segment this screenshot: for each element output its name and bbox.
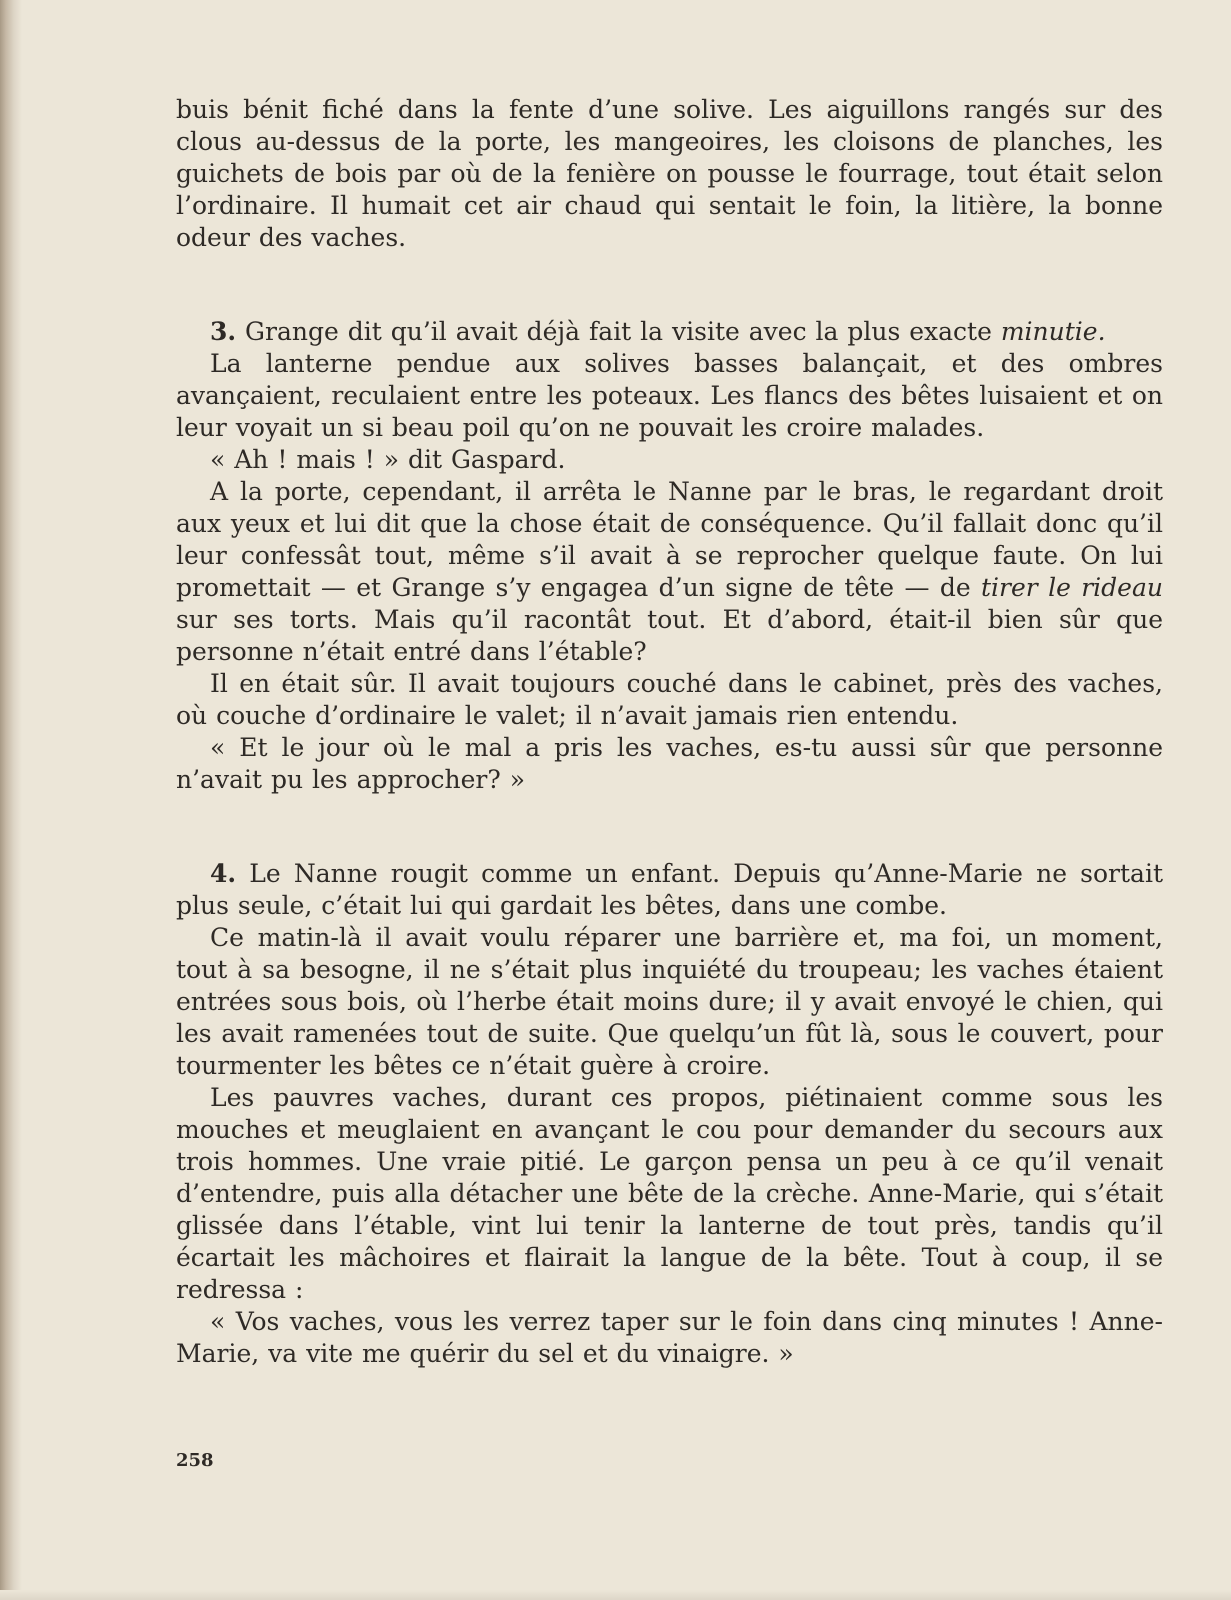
section-3-paragraph-6: « Et le jour où le mal a pris les vaches, es-tu aussi sûr que personne n’avait pu les approcher? » xyxy=(176,733,1163,794)
section-3-p4-text-a: A la porte, cependant, il arrêta le Nanne par le bras, le regardant droit aux yeux et lui dit que la chose était de conséquence. Qu’il fallait donc qu’il leur confessât tout, même s’il avait à se reprocher quelque faute. On lui promettait — et Grange s’y engagea d’un signe de tête — de xyxy=(176,477,1163,602)
section-spacer xyxy=(176,796,1163,858)
section-3-paragraph-5: Il en était sûr. Il avait toujours couché dans le cabinet, près des vaches, où couche d’ordinaire le valet; il n’avait jamais rien entendu. xyxy=(176,669,1163,730)
section-3-paragraph-3: « Ah ! mais ! » dit Gaspard. xyxy=(210,445,566,474)
section-4-paragraph-4: « Vos vaches, vous les verrez taper sur le foin dans cinq minutes ! Anne-Marie, va vite me quérir du sel et du vinaigre. » xyxy=(176,1307,1163,1368)
page-number: 258 xyxy=(176,1450,214,1471)
section-4-text: Le Nanne rougit comme un enfant. Depuis qu’Anne-Marie ne sortait plus seule, c’était lui qui gardait les bêtes, dans une combe. xyxy=(176,859,1163,920)
section-3-paragraph-4 xyxy=(176,476,1163,668)
section-4-number: 4. xyxy=(210,859,237,888)
section-3-p4-text-b: sur ses torts. Mais qu’il racontât tout. Et d’abord, était-il bien sûr que personne n’était entré dans l’étable? xyxy=(176,605,1163,666)
page-bottom-edge xyxy=(0,1590,1231,1600)
section-3-italic: minutie. xyxy=(1000,317,1106,346)
section-4-paragraph-1 xyxy=(176,858,1163,922)
section-3-text: Grange dit qu’il avait déjà fait la visite avec la plus exacte xyxy=(236,317,1001,346)
section-3-p4-italic: tirer le rideau xyxy=(980,573,1163,602)
paragraph-intro: buis bénit fiché dans la fente d’une solive. Les aiguillons rangés sur des clous au-dessus de la porte, les mangeoires, les cloisons de planches, les guichets de bois par où de la fenière on pousse le fourrage, tout était selon l’ordinaire. Il humait cet air chaud qui sentait le foin, la litière, la bonne odeur des vaches. xyxy=(176,95,1163,252)
section-3-number: 3. xyxy=(210,317,237,346)
section-3-paragraph-2: La lanterne pendue aux solives basses balançait, et des ombres avançaient, reculaient entre les poteaux. Les flancs des bêtes luisaient et on leur voyait un si beau poil qu’on ne pouvait les croire malades. xyxy=(176,349,1163,442)
section-4-paragraph-2: Ce matin-là il avait voulu réparer une barrière et, ma foi, un moment, tout à sa besogne, il ne s’était plus inquiété du troupeau; les vaches étaient entrées sous bois, où l’herbe était moins dure; il y avait envoyé le chien, qui les avait ramenées tout de suite. Que quelqu’un fût là, sous le couvert, pour tourmenter les bêtes ce n’était guère à croire. xyxy=(176,923,1163,1080)
section-3-paragraph-1 xyxy=(176,316,1163,348)
section-4-paragraph-3: Les pauvres vaches, durant ces propos, piétinaient comme sous les mouches et meuglaient en avançant le cou pour demander du secours aux trois hommes. Une vraie pitié. Le garçon pensa un peu à ce qu’il venait d’entendre, puis alla détacher une bête de la crèche. Anne-Marie, qui s’était glissée dans l’étable, vint lui tenir la lanterne de tout près, tandis qu’il écartait les mâchoires et flairait la langue de la bête. Tout à coup, il se redressa : xyxy=(176,1083,1163,1304)
binding-shadow xyxy=(0,0,22,1600)
section-spacer xyxy=(176,254,1163,316)
page-text xyxy=(176,94,1163,1370)
